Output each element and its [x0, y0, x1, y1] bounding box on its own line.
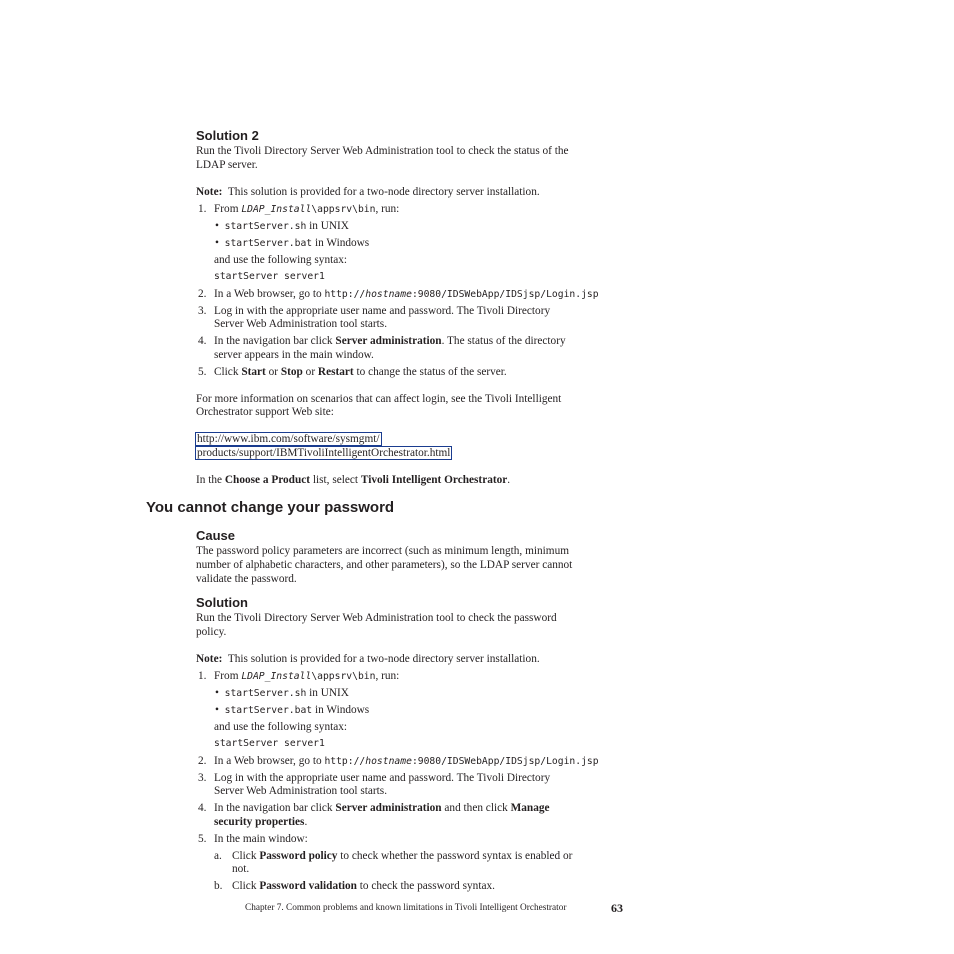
- step-text: In the navigation bar click Server administration and then click Manage: [214, 802, 550, 814]
- section-heading: Solution 2: [196, 128, 259, 143]
- bullet-item: • startServer.sh in UNIX: [215, 220, 349, 232]
- paragraph-line: policy.: [196, 626, 227, 638]
- paragraph-line: and use the following syntax:: [214, 721, 348, 733]
- paragraph-line: validate the password.: [196, 573, 297, 585]
- variable: LDAP_Install: [241, 671, 312, 682]
- bullet-item: • startServer.sh in UNIX: [215, 687, 349, 699]
- step-number: 2.: [198, 755, 207, 767]
- note: [196, 185, 540, 199]
- code: startServer.sh: [224, 688, 307, 699]
- page-number: 63: [611, 901, 623, 915]
- step-text: From LDAP_Install\appsrv\bin, run:: [214, 670, 400, 682]
- substep-letter: b.: [214, 880, 223, 892]
- code-line: startServer server1: [214, 271, 325, 282]
- step-number: 1.: [198, 203, 207, 215]
- step-text: From LDAP_Install\appsrv\bin, run:: [214, 203, 400, 215]
- step-text: Server Web Administration tool starts.: [214, 785, 388, 797]
- code: startServer.bat: [224, 238, 313, 249]
- paragraph-line: LDAP server.: [196, 159, 258, 171]
- code-path: \appsrv\bin: [311, 671, 376, 682]
- variable: LDAP_Install: [241, 204, 312, 215]
- link-line: [195, 432, 382, 446]
- code: startServer.bat: [224, 705, 313, 716]
- substep-text: Click Password policy to check whether the password syntax is enabled or: [232, 850, 573, 862]
- substep-text: not.: [232, 863, 250, 875]
- step-number: 4.: [198, 802, 207, 814]
- step-text: In a Web browser, go to http://hostname:9080/IDSWebApp/IDSjsp/Login.jsp: [214, 755, 599, 767]
- support-link[interactable]: http://www.ibm.com/software/sysmgmt/: [197, 433, 380, 445]
- bullet-item: • startServer.bat in Windows: [215, 704, 370, 716]
- step-number: 5.: [198, 833, 207, 845]
- note-label: Note:: [196, 653, 223, 665]
- step-text: Server Web Administration tool starts.: [214, 318, 388, 330]
- paragraph-line: Run the Tivoli Directory Server Web Administration tool to check the status of the: [196, 145, 569, 157]
- step-number: 2.: [198, 288, 207, 300]
- note: [196, 652, 540, 666]
- step-text: Log in with the appropriate user name and password. The Tivoli Directory: [214, 305, 551, 317]
- step-text: Log in with the appropriate user name and password. The Tivoli Directory: [214, 772, 551, 784]
- step-text: Click Start or Stop or Restart to change the status of the server.: [214, 366, 507, 378]
- paragraph-line: Orchestrator support Web site:: [196, 406, 334, 418]
- section-heading: Solution: [196, 595, 248, 610]
- variable: hostname: [365, 756, 412, 767]
- step-number: 3.: [198, 772, 207, 784]
- step-number: 4.: [198, 335, 207, 347]
- step-text: In the navigation bar click Server administration. The status of the directory: [214, 335, 566, 347]
- variable: hostname: [365, 289, 412, 300]
- step-text: In a Web browser, go to http://hostname:9080/IDSWebApp/IDSjsp/Login.jsp: [214, 288, 599, 300]
- note-text: This solution is provided for a two-node directory server installation.: [227, 653, 540, 665]
- step-text: server appears in the main window.: [214, 349, 374, 361]
- section-title: You cannot change your password: [146, 499, 395, 516]
- code-line: startServer server1: [214, 738, 325, 749]
- paragraph-line: In the Choose a Product list, select Tivoli Intelligent Orchestrator.: [196, 474, 511, 486]
- paragraph-line: and use the following syntax:: [214, 254, 348, 266]
- step-text: In the main window:: [214, 833, 308, 845]
- note-text: This solution is provided for a two-node directory server installation.: [227, 186, 540, 198]
- paragraph-line: For more information on scenarios that can affect login, see the Tivoli Intelligent: [196, 393, 562, 405]
- page-footer: Chapter 7. Common problems and known limitations in Tivoli Intelligent Orchestrator: [245, 903, 567, 913]
- code-path: \appsrv\bin: [311, 204, 376, 215]
- link-line: [195, 446, 452, 460]
- substep-letter: a.: [214, 850, 222, 862]
- paragraph-line: The password policy parameters are incorrect (such as minimum length, minimum: [196, 545, 570, 557]
- support-link[interactable]: products/support/IBMTivoliIntelligentOrchestrator.html: [197, 447, 451, 459]
- step-number: 5.: [198, 366, 207, 378]
- step-text: security properties.: [214, 816, 308, 828]
- paragraph-line: number of alphabetic characters, and other parameters), so the LDAP server cannot: [196, 559, 573, 571]
- step-number: 3.: [198, 305, 207, 317]
- paragraph-line: Run the Tivoli Directory Server Web Administration tool to check the password: [196, 612, 557, 624]
- code: startServer.sh: [224, 221, 307, 232]
- substep-text: Click Password validation to check the password syntax.: [232, 880, 495, 892]
- step-number: 1.: [198, 670, 207, 682]
- bullet-item: • startServer.bat in Windows: [215, 237, 370, 249]
- note-label: Note:: [196, 186, 223, 198]
- section-heading: Cause: [196, 528, 236, 543]
